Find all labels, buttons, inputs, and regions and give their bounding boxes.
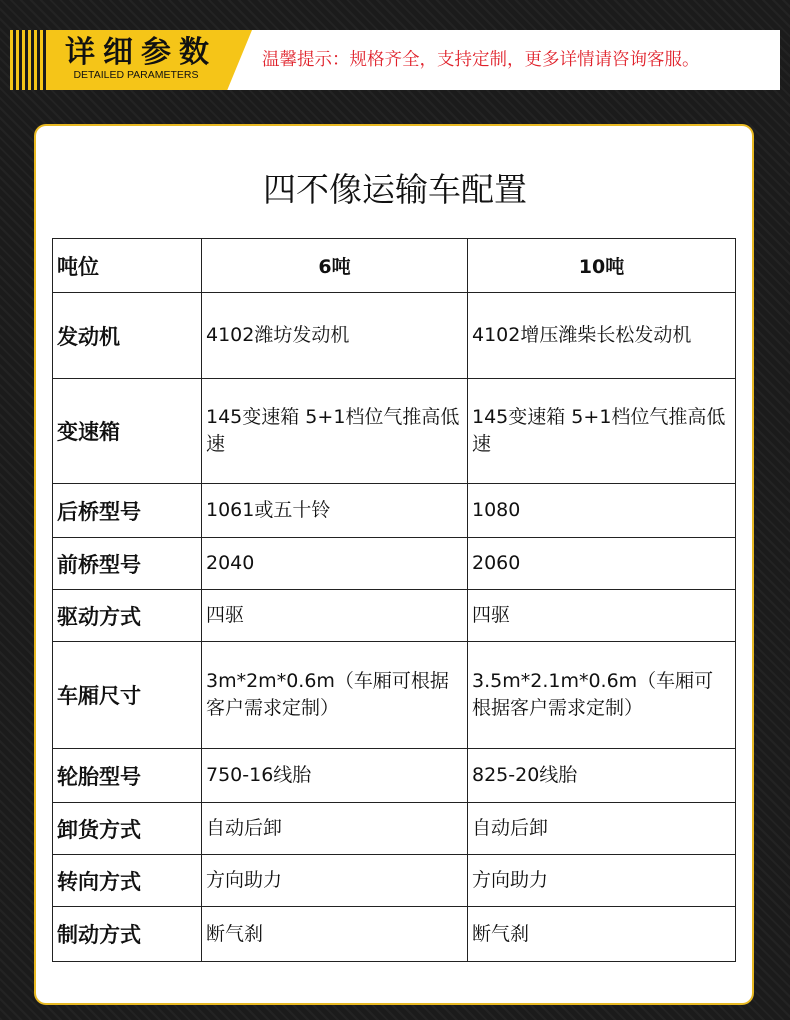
table-row <box>53 749 736 803</box>
row-value-6t: 4102潍坊发动机 <box>202 293 468 379</box>
spec-table <box>52 238 736 962</box>
row-label: 变速箱 <box>53 379 202 484</box>
row-value-10t: 2060 <box>468 538 736 590</box>
row-label: 轮胎型号 <box>53 749 202 803</box>
row-value-10t: 4102增压潍柴长松发动机 <box>468 293 736 379</box>
table-row <box>53 484 736 538</box>
card-title: 四不像运输车配置 <box>263 170 527 209</box>
row-label: 卸货方式 <box>53 803 202 855</box>
table-header-row <box>53 239 736 293</box>
row-value-10t: 自动后卸 <box>468 803 736 855</box>
row-value-10t: 方向助力 <box>468 855 736 907</box>
table-row <box>53 803 736 855</box>
header-title: 详细参数 <box>65 35 217 70</box>
row-value-10t: 3.5m*2.1m*0.6m（车厢可根据客户需求定制） <box>468 642 736 749</box>
row-value-10t: 四驱 <box>468 590 736 642</box>
row-value-10t: 1080 <box>468 484 736 538</box>
row-label: 前桥型号 <box>53 538 202 590</box>
table-row <box>53 293 736 379</box>
row-value-6t: 自动后卸 <box>202 803 468 855</box>
row-value-6t: 1061或五十铃 <box>202 484 468 538</box>
row-value-10t: 825-20线胎 <box>468 749 736 803</box>
row-label: 驱动方式 <box>53 590 202 642</box>
row-value-6t: 3m*2m*0.6m（车厢可根据客户需求定制） <box>202 642 468 749</box>
table-row <box>53 642 736 749</box>
header-subtitle: DETAILED PARAMETERS <box>73 69 199 81</box>
row-label: 制动方式 <box>53 907 202 962</box>
row-label: 发动机 <box>53 293 202 379</box>
header-cell-tonnage: 吨位 <box>53 239 202 293</box>
header-cell-10t: 10吨 <box>468 239 736 293</box>
header-tip: 温馨提示：规格齐全，支持定制，更多详情请咨询客服。 <box>262 50 700 70</box>
row-value-6t: 断气刹 <box>202 907 468 962</box>
row-label: 后桥型号 <box>53 484 202 538</box>
row-label: 车厢尺寸 <box>53 642 202 749</box>
header-stripe-decoration <box>10 30 46 90</box>
row-value-6t: 2040 <box>202 538 468 590</box>
row-value-6t: 方向助力 <box>202 855 468 907</box>
table-row <box>53 590 736 642</box>
header-cell-6t: 6吨 <box>202 239 468 293</box>
row-value-10t: 145变速箱 5+1档位气推高低速 <box>468 379 736 484</box>
row-label: 转向方式 <box>53 855 202 907</box>
table-row <box>53 538 736 590</box>
table-row <box>53 379 736 484</box>
row-value-6t: 四驱 <box>202 590 468 642</box>
table-row <box>53 907 736 962</box>
row-value-6t: 750-16线胎 <box>202 749 468 803</box>
row-value-10t: 断气刹 <box>468 907 736 962</box>
table-row <box>53 855 736 907</box>
row-value-6t: 145变速箱 5+1档位气推高低速 <box>202 379 468 484</box>
